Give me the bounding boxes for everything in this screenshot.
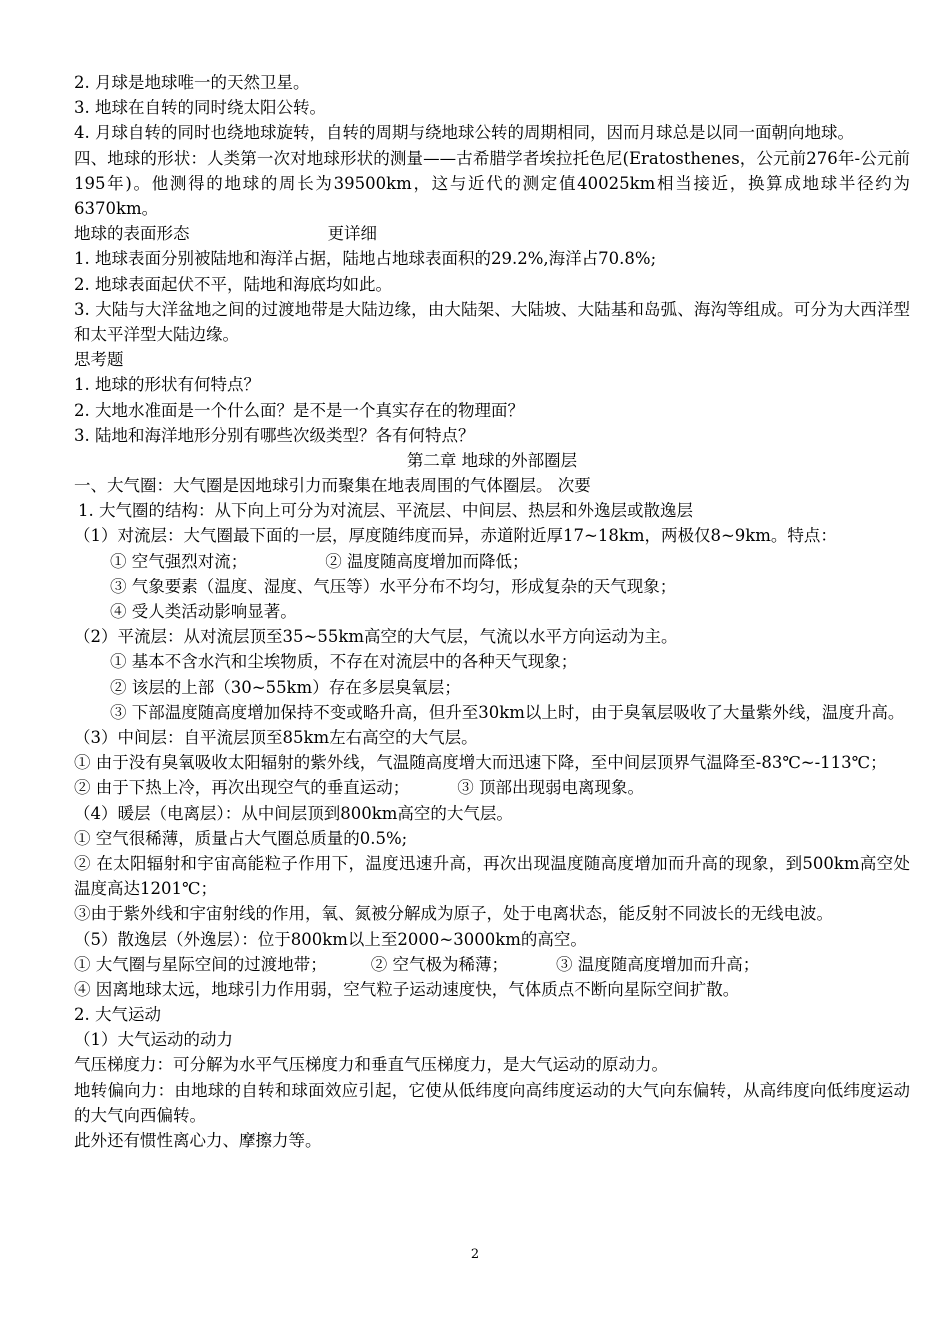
text-line: 3. 地球在自转的同时绕太阳公转。 (74, 98, 326, 118)
section-heading: 思考题 (74, 350, 124, 370)
list-item: ① 由于没有臭氧吸收太阳辐射的紫外线，气温随高度增大而迅速下降，至中间层顶界气温降至-83℃~-113℃； (74, 753, 887, 773)
text-line: 1. 大气圈的结构：从下向上可分为对流层、平流层、中间层、热层和外逸层或散逸层 (78, 501, 693, 521)
text-paragraph: 四、地球的形状：人类第一次对地球形状的测量——古希腊学者埃拉托色尼(Eratosthenes，公元前276年-公元前195年)。他测得的地球的周长为39500km，这与近代的测定值40025km相当接近，换算成地球半径约为6370km。 (74, 148, 910, 218)
text-paragraph: 3. 大陆与大洋盆地之间的过渡地带是大陆边缘，由大陆架、大陆坡、大陆基和岛弧、海沟等组成。可分为大西洋型和太平洋型大陆边缘。 (74, 299, 910, 344)
list-item: ② 该层的上部（30~55km）存在多层臭氧层； (110, 677, 461, 697)
list-item: ① 大气圈与星际空间的过渡地带； (74, 954, 327, 974)
text-line: （2）平流层：从对流层顶至35~55km高空的大气层，气流以水平方向运动为主。 (74, 627, 678, 647)
text-paragraph: 4. 月球自转的同时也绕地球旋转，自转的周期与绕地球公转的周期相同，因而月球总是以同一面朝向地球。 (74, 123, 854, 143)
question-item: 1. 地球的形状有何特点？ (74, 375, 260, 395)
list-item: ④ 因离地球太远，地球引力作用弱，空气粒子运动速度快，气体质点不断向星际空间扩散。 (74, 979, 740, 999)
list-item: ③由于紫外线和宇宙射线的作用，氧、氮被分解成为原子，处于电离状态，能反射不同波长的无线电波。 (74, 904, 833, 924)
text-line (74, 952, 910, 977)
text-line: （3）中间层：自平流层顶至85km左右高空的大气层。 (74, 727, 478, 747)
list-item: ② 空气极为稀薄； (370, 954, 508, 974)
text-line: 气压梯度力：可分解为水平气压梯度力和垂直气压梯度力，是大气运动的原动力。 (74, 1055, 668, 1075)
text-line: 2. 月球是地球唯一的天然卫星。 (74, 73, 310, 92)
list-item: ① 空气很稀薄，质量占大气圈总质量的0.5%; (74, 828, 408, 848)
list-item: ③ 下部温度随高度增加保持不变或略升高，但升至30km以上时，由于臭氧层吸收了大量紫外线，温度升高。 (110, 702, 905, 722)
heading-label: 地球的表面形态 (74, 224, 190, 244)
list-item: ③ 顶部出现弱电离现象。 (457, 778, 644, 798)
chapter-title: 第二章 地球的外部圈层 (406, 450, 578, 470)
list-item: ② 温度随高度增加而降低； (325, 551, 529, 571)
text-line: 2. 地球表面起伏不平，陆地和海底均如此。 (74, 274, 392, 294)
text-line (74, 775, 910, 800)
list-item: ③ 温度随高度增加而升高； (556, 954, 760, 974)
question-item: 2. 大地水准面是一个什么面？是不是一个真实存在的物理面？ (74, 400, 524, 420)
list-item: ① 空气强烈对流； (110, 551, 248, 571)
section-heading (74, 221, 910, 246)
text-line: （4）暖层（电离层）：从中间层顶到800km高空的大气层。 (74, 803, 513, 823)
text-line: （1）对流层：大气圈最下面的一层，厚度随纬度而异，赤道附近厚17~18km，两极仅8~9km。特点： (74, 526, 837, 546)
text-line: 1. 地球表面分别被陆地和海洋占据，陆地占地球表面积的29.2%,海洋占70.8%; (74, 249, 657, 269)
text-paragraph: 地转偏向力：由地球的自转和球面效应引起，它使从低纬度向高纬度运动的大气向东偏转，从高纬度向低纬度运动的大气向西偏转。 (74, 1080, 910, 1125)
list-item: ① 基本不含水汽和尘埃物质，不存在对流层中的各种天气现象； (110, 652, 578, 672)
list-item: ② 由于下热上冷，再次出现空气的垂直运动； (74, 778, 410, 798)
importance-note: 更详细 (327, 224, 377, 244)
section-heading: 2. 大气运动 (74, 1005, 161, 1025)
text-line (74, 549, 910, 574)
question-item: 3. 陆地和海洋地形分别有哪些次级类型？各有何特点？ (74, 425, 475, 445)
list-item: ④ 受人类活动影响显著。 (110, 602, 297, 622)
text-line: （5）散逸层（外逸层）：位于800km以上至2000~3000km的高空。 (74, 929, 587, 949)
document-page (74, 70, 910, 1153)
list-item: ② 在太阳辐射和宇宙高能粒子作用下，温度迅速升高，再次出现温度随高度增加而升高的现象，到500km高空处温度高达1201℃； (74, 853, 910, 899)
subsection-heading: （1）大气运动的动力 (74, 1030, 233, 1050)
text-line: 一、大气圈：大气圈是因地球引力而聚集在地表周围的气体圈层。 次要 (74, 476, 591, 496)
list-item: ③ 气象要素（温度、湿度、气压等）水平分布不均匀，形成复杂的天气现象； (110, 576, 677, 596)
text-line: 此外还有惯性离心力、摩擦力等。 (74, 1131, 322, 1151)
page-number: 2 (470, 1247, 480, 1262)
